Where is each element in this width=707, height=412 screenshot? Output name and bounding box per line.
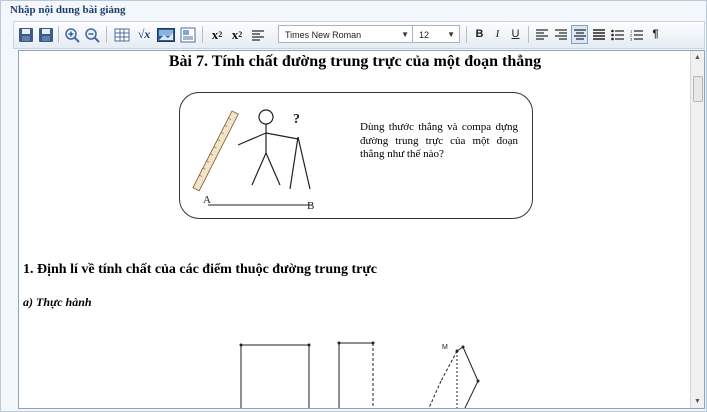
toolbar-separator [58, 26, 59, 43]
toolbar-separator [466, 26, 467, 43]
point-a-label: A [203, 194, 211, 206]
svg-text:2: 2 [630, 32, 633, 37]
document-editor[interactable] [18, 50, 705, 409]
font-size-select[interactable] [412, 25, 460, 43]
italic-button[interactable]: I [495, 28, 500, 40]
toolbar-separator [202, 26, 203, 43]
chevron-down-icon: ▼ [401, 30, 409, 39]
align-justify-icon[interactable] [590, 25, 607, 44]
insert-image-icon[interactable] [156, 25, 176, 44]
align-center-icon[interactable] [571, 25, 588, 44]
align-left-icon[interactable] [533, 25, 550, 44]
paragraph-format-icon[interactable] [249, 25, 267, 44]
font-size-value: 12 [419, 30, 430, 40]
panel-title: Nhập nội dung bài giảng [10, 4, 130, 16]
align-right-icon[interactable] [552, 25, 569, 44]
insert-object-icon[interactable] [178, 25, 198, 44]
font-family-select[interactable] [278, 25, 414, 43]
zoom-out-icon[interactable] [83, 25, 101, 44]
bullet-list-icon[interactable] [609, 25, 626, 44]
question-box [179, 92, 533, 219]
section-heading: 1. Định lí về tính chất của các điểm thuộc đường trung trực [23, 262, 377, 277]
scroll-down-icon[interactable]: ▼ [694, 398, 701, 405]
point-b-label: B [307, 200, 315, 212]
point-m-label: M [442, 344, 448, 351]
lesson-title: Bài 7. Tính chất đường trung trực của một đoạn thẳng [168, 53, 542, 70]
ruler-compass-figure [188, 103, 338, 213]
subscript-button[interactable]: x 2 [231, 26, 243, 42]
figure-question-mark: ? [293, 112, 300, 127]
svg-text:3: 3 [630, 36, 633, 41]
folding-figure [229, 333, 529, 408]
subsection-heading: a) Thực hành [23, 295, 92, 309]
font-family-value: Times New Roman [285, 30, 362, 40]
save-icon[interactable] [17, 25, 35, 44]
numbered-list-icon[interactable] [628, 25, 645, 44]
paragraph-mark-button[interactable]: ¶ [652, 28, 659, 40]
svg-text:1: 1 [630, 28, 633, 33]
insert-formula-icon[interactable]: √x [137, 27, 151, 41]
toolbar [13, 21, 705, 49]
underline-button[interactable]: U [511, 28, 520, 40]
insert-table-icon[interactable] [113, 25, 131, 44]
scroll-thumb[interactable] [693, 76, 703, 102]
vertical-scrollbar[interactable] [690, 51, 704, 408]
toolbar-separator [528, 26, 529, 43]
bold-button[interactable]: B [475, 28, 484, 40]
scroll-up-icon[interactable]: ▲ [694, 54, 701, 61]
superscript-button[interactable]: x 2 [211, 26, 223, 42]
chevron-down-icon: ▼ [447, 30, 455, 39]
save-all-icon[interactable] [37, 25, 55, 44]
question-text: Dùng thước thẳng và compa dựng đường trung trực của một đoạn thẳng như thế nào? [360, 121, 518, 160]
zoom-in-icon[interactable] [63, 25, 81, 44]
toolbar-separator [106, 26, 107, 43]
